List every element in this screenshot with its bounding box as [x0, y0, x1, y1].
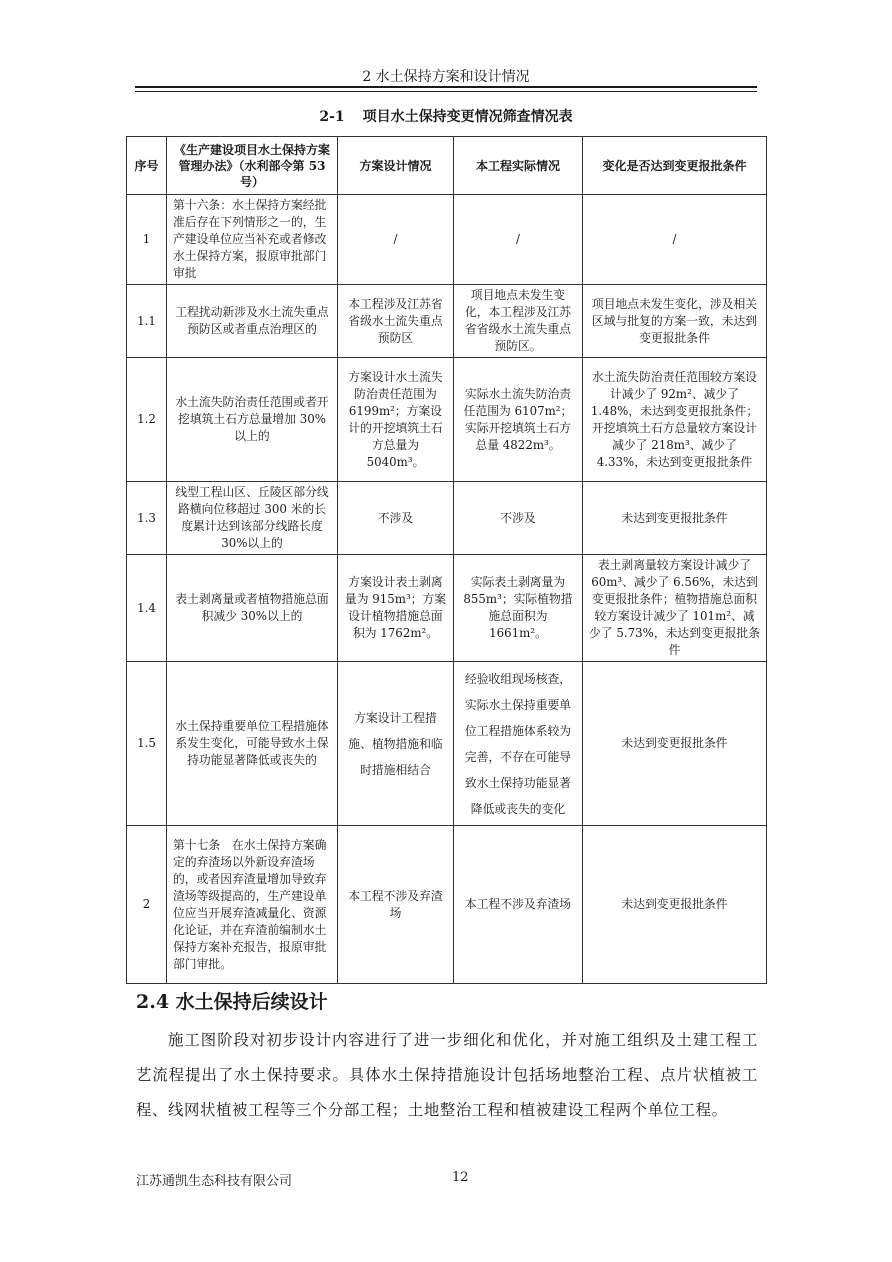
- row-result: 表土剥离量较方案设计减少了 60m³、减少了 6.56%，未达到变更报批条件；植物措施总面积较方案设计减少了 101m²、减少了 5.73%，未达到变更报批条件: [583, 555, 767, 662]
- row-seq: 2: [127, 826, 167, 984]
- row-design: 不涉及: [338, 482, 454, 555]
- table-row: [127, 358, 767, 482]
- col-header-rule: 《生产建设项目水土保持方案管理办法》（水利部令第 53 号）: [167, 137, 338, 195]
- table-row: [127, 555, 767, 662]
- row-seq: 1.5: [127, 662, 167, 826]
- col-header-actual: 本工程实际情况: [454, 137, 583, 195]
- row-design: 本工程涉及江苏省省级水土流失重点预防区: [338, 285, 454, 358]
- section-heading: 2.4 水土保持后续设计: [136, 991, 328, 1013]
- row-result: 项目地点未发生变化，涉及相关区域与批复的方案一致，未达到变更报批条件: [583, 285, 767, 358]
- row-actual: 项目地点未发生变化，本工程涉及江苏省省级水土流失重点预防区。: [454, 285, 583, 358]
- col-header-result: 变化是否达到变更报批条件: [583, 137, 767, 195]
- row-actual: 实际表土剥离量为 855m³；实际植物措施总面积为 1661m²。: [454, 555, 583, 662]
- row-actual: 本工程不涉及弃渣场: [454, 826, 583, 984]
- row-result: 未达到变更报批条件: [583, 482, 767, 555]
- row-result: /: [583, 195, 767, 285]
- row-actual: 实际水土流失防治责任范围为 6107m²；实际开挖填筑土石方总量 4822m³。: [454, 358, 583, 482]
- footer-company: 江苏通凯生态科技有限公司: [136, 1174, 293, 1189]
- table-row: [127, 285, 767, 358]
- col-header-design: 方案设计情况: [338, 137, 454, 195]
- row-seq: 1: [127, 195, 167, 285]
- row-rule: 线型工程山区、丘陵区部分线路横向位移超过 300 米的长度累计达到该部分线路长度 30%以上的: [167, 482, 338, 555]
- row-design: /: [338, 195, 454, 285]
- table-caption: [126, 106, 766, 126]
- row-rule: 第十六条：水土保持方案经批准后存在下列情形之一的，生产建设单位应当补充或者修改水土保持方案，报原审批部门审批: [167, 195, 338, 285]
- table-caption-number: 2-1: [319, 109, 345, 125]
- row-rule: 水土保持重要单位工程措施体系发生变化，可能导致水土保持功能显著降低或丧失的: [167, 662, 338, 826]
- row-design: 方案设计水土流失防治责任范围为 6199m²；方案设计的开挖填筑土石方总量为 5040m³。: [338, 358, 454, 482]
- header-rule-thin: [135, 91, 757, 92]
- row-rule: 第十七条 在水土保持方案确定的弃渣场以外新设弃渣场的，或者因弃渣量增加导致弃渣场等级提高的，生产建设单位应当开展弃渣减量化、资源化论证，并在弃渣前编制水土保持方案补充报告，报原审批部门审批。: [167, 826, 338, 984]
- row-design: 方案设计表土剥离量为 915m³；方案设计植物措施总面积为 1762m²。: [338, 555, 454, 662]
- table-row: [127, 195, 767, 285]
- table-caption-text: 项目水土保持变更情况筛查情况表: [362, 109, 573, 125]
- row-design: 本工程不涉及弃渣场: [338, 826, 454, 984]
- row-seq: 1.2: [127, 358, 167, 482]
- row-rule: 工程扰动新涉及水土流失重点预防区或者重点治理区的: [167, 285, 338, 358]
- table-header-row: [127, 137, 767, 195]
- row-result: 未达到变更报批条件: [583, 826, 767, 984]
- header-rule: [135, 86, 757, 88]
- row-design: 方案设计工程措施、植物措施和临时措施相结合: [338, 662, 454, 826]
- page-header-title: 2 水土保持方案和设计情况: [362, 69, 530, 85]
- table-row: [127, 662, 767, 826]
- row-result: 水土流失防治责任范围较方案设计减少了 92m²、减少了 1.48%，未达到变更报批条件；开挖填筑土石方总量较方案设计减少了 218m³、减少了 4.33%，未达到变更报批条件: [583, 358, 767, 482]
- row-seq: 1.4: [127, 555, 167, 662]
- row-seq: 1.1: [127, 285, 167, 358]
- row-seq: 1.3: [127, 482, 167, 555]
- row-actual: /: [454, 195, 583, 285]
- section-paragraph: 施工图阶段对初步设计内容进行了进一步细化和优化，并对施工组织及土建工程工艺流程提出了水土保持要求。具体水土保持措施设计包括场地整治工程、点片状植被工程、线网状植被工程等三个分部工程；土地整治工程和植被建设工程两个单位工程。: [136, 1031, 758, 1119]
- row-actual: 不涉及: [454, 482, 583, 555]
- change-screening-table: [126, 136, 767, 984]
- row-actual: 经验收组现场核查，实际水土保持重要单位工程措施体系较为完善，不存在可能导致水土保持功能显著降低或丧失的变化: [454, 662, 583, 826]
- row-rule: 表土剥离量或者植物措施总面积减少 30%以上的: [167, 555, 338, 662]
- footer-page-number: 12: [452, 1170, 469, 1185]
- col-header-seq: 序号: [127, 137, 167, 195]
- row-rule: 水土流失防治责任范围或者开挖填筑土石方总量增加 30%以上的: [167, 358, 338, 482]
- row-result: 未达到变更报批条件: [583, 662, 767, 826]
- table-row: [127, 826, 767, 984]
- table-row: [127, 482, 767, 555]
